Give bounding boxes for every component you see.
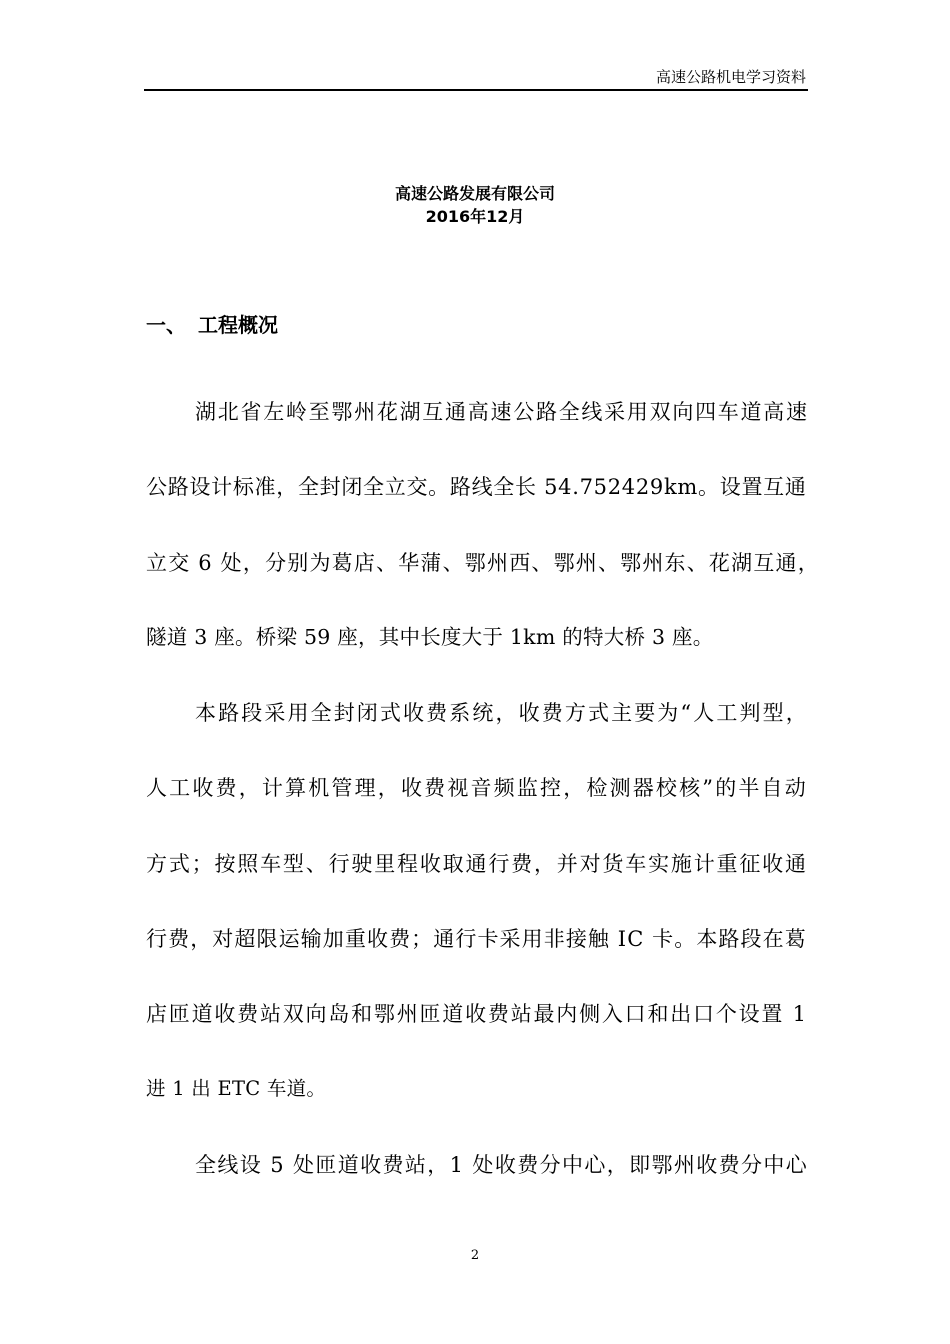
paragraph-line: 立交 6 处，分别为葛店、华蒲、鄂州西、鄂州、鄂州东、花湖互通， — [146, 551, 820, 575]
section-number: 一、 — [146, 313, 186, 337]
paragraph-line: 隧道 3 座。桥梁 59 座，其中长度大于 1km 的特大桥 3 座。 — [146, 625, 714, 649]
paragraph-line: 公路设计标准，全封闭全立交。路线全长 54.752429km。设置互通 — [146, 475, 807, 499]
paragraph-line: 湖北省左岭至鄂州花湖互通高速公路全线采用双向四车道高速 — [195, 400, 809, 424]
paragraph-line: 进 1 出 ETC 车道。 — [146, 1077, 327, 1100]
section-title: 工程概况 — [198, 313, 278, 337]
paragraph-line: 本路段采用全封闭式收费系统，收费方式主要为“人工判型， — [195, 701, 809, 725]
paragraph-line: 店匝道收费站双向岛和鄂州匝道收费站最内侧入口和出口个设置 1 — [146, 1002, 808, 1026]
paragraph-line: 方式；按照车型、行驶里程收取通行费，并对货车实施计重征收通 — [146, 852, 808, 876]
organization-name: 高速公路发展有限公司 — [394, 184, 555, 203]
paragraph-line: 人工收费，计算机管理，收费视音频监控，检测器校核”的半自动 — [146, 776, 808, 800]
section-heading — [146, 309, 278, 338]
running-header: 高速公路机电学习资料 — [655, 68, 806, 86]
paragraph-line: 行费，对超限运输加重收费；通行卡采用非接触 IC 卡。本路段在葛 — [146, 927, 807, 951]
header-rule — [144, 89, 808, 91]
paragraph-line: 全线设 5 处匝道收费站，1 处收费分中心，即鄂州收费分中心 — [195, 1153, 809, 1177]
page-number: 2 — [470, 1248, 480, 1263]
document-date: 2016年12月 — [425, 207, 525, 226]
